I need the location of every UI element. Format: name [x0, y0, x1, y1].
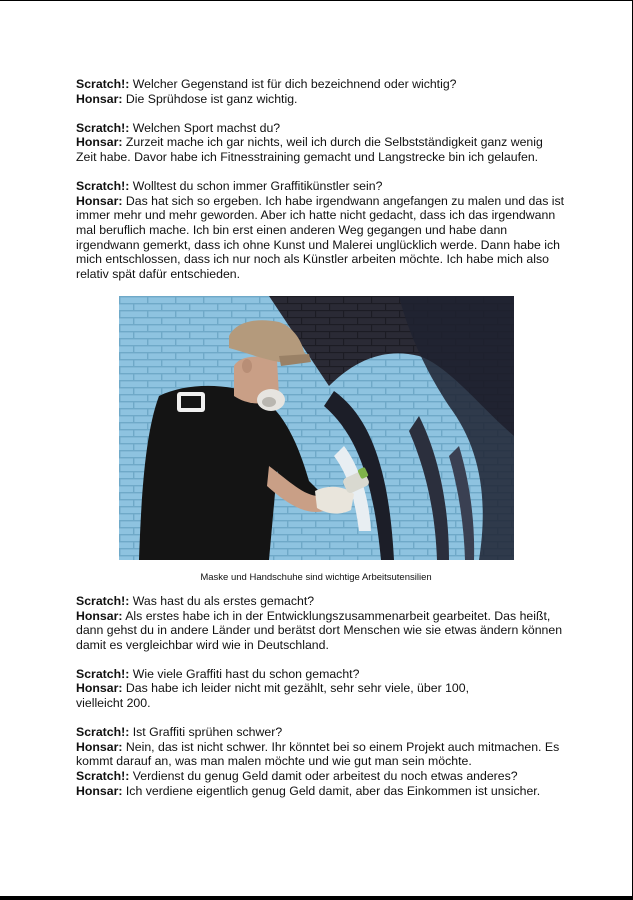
- question-line: [76, 179, 566, 194]
- qa-block-6: [76, 725, 566, 798]
- answer-line: [76, 740, 566, 769]
- speaker-label: Honsar:: [76, 608, 123, 623]
- qa-block-2: [76, 121, 566, 165]
- speaker-label: Scratch!:: [76, 120, 130, 135]
- answer-text: Zurzeit mache ich gar nichts, weil ich durch die Selbstständigkeit ganz wenig Zeit habe. Davor habe ich Fitnesstraining gemacht und Langstrecke bin ich gelaufen.: [76, 135, 543, 164]
- question-text: Verdienst du genug Geld damit oder arbeitest du noch etwas anderes?: [129, 769, 518, 784]
- question-line: [76, 769, 566, 784]
- answer-text: Nein, das ist nicht schwer. Ihr könntet bei so einem Projekt auch mitmachen. Es kommt darauf an, was man malen möchte und wie gut man sein möchte.: [76, 739, 560, 769]
- question-line: [76, 725, 566, 740]
- question-text: Wolltest du schon immer Graffitikünstler sein?: [129, 179, 383, 194]
- answer-text: Das habe ich leider nicht mit gezählt, sehr sehr viele, über 100, vielleicht 200.: [76, 681, 470, 711]
- answer-text: Das hat sich so ergeben. Ich habe irgendwann angefangen zu malen und das ist immer mehr und mehr geworden. Aber ich hatte nicht gedacht, dass ich das irgendwann mal beruflich mache. Ich bin erst einen anderen Weg gegangen und habe dann irgendwann gemerkt, dass ich ohne Kunst und Malerei unglücklich werde. Dann habe ich mich entschlossen, dass ich nur noch als Künstler arbeiten möchte. Ich habe mich also relativ spät dafür entschieden.: [76, 193, 565, 281]
- photo-figure: [119, 296, 514, 584]
- qa-block-4: [76, 594, 566, 652]
- answer-line: [76, 784, 566, 799]
- interview-text: [76, 77, 566, 798]
- speaker-label: Scratch!:: [76, 769, 130, 784]
- question-text: Ist Graffiti sprühen schwer?: [129, 725, 283, 740]
- question-line: [76, 667, 566, 682]
- speaker-label: Scratch!:: [76, 179, 130, 194]
- speaker-label: Honsar:: [76, 193, 123, 208]
- answer-text: Ich verdiene eigentlich genug Geld damit, aber das Einkommen ist unsicher.: [122, 783, 541, 798]
- page-border-top: [0, 0, 633, 1]
- speaker-label: Honsar:: [76, 783, 123, 798]
- graffiti-artist-photo: [119, 296, 514, 560]
- qa-block-5: [76, 667, 566, 711]
- qa-block-3: [76, 179, 566, 281]
- speaker-label: Scratch!:: [76, 77, 130, 91]
- question-text: Wie viele Graffiti hast du schon gemacht?: [129, 666, 360, 681]
- speaker-label: Scratch!:: [76, 725, 130, 740]
- speaker-label: Scratch!:: [76, 666, 130, 681]
- speaker-label: Scratch!:: [76, 593, 130, 608]
- question-text: Welcher Gegenstand ist für dich bezeichnend oder wichtig?: [129, 77, 457, 91]
- answer-line: [76, 609, 566, 653]
- question-line: [76, 594, 566, 609]
- page-border-bottom: [0, 896, 633, 900]
- qa-block-1: [76, 77, 566, 106]
- question-text: Welchen Sport machst du?: [129, 120, 281, 135]
- speaker-label: Honsar:: [76, 681, 123, 696]
- speaker-label: Honsar:: [76, 91, 123, 106]
- answer-line: [76, 681, 496, 710]
- speaker-label: Honsar:: [76, 135, 123, 150]
- question-line: [76, 121, 566, 136]
- question-line: [76, 77, 566, 92]
- answer-line: [76, 92, 566, 107]
- speaker-label: Honsar:: [76, 739, 123, 754]
- answer-text: Als erstes habe ich in der Entwicklungszusammenarbeit gearbeitet. Das heißt, dann gehst du in andere Länder und berätst dort Menschen wie sie etwas ändern können damit es vergleichbar wird wie in Deutschland.: [76, 608, 563, 652]
- answer-line: [76, 135, 566, 164]
- answer-line: [76, 194, 566, 282]
- question-text: Was hast du als erstes gemacht?: [129, 593, 315, 608]
- photo-caption: Maske und Handschuhe sind wichtige Arbeitsutensilien: [200, 571, 432, 583]
- answer-text: Die Sprühdose ist ganz wichtig.: [122, 91, 298, 106]
